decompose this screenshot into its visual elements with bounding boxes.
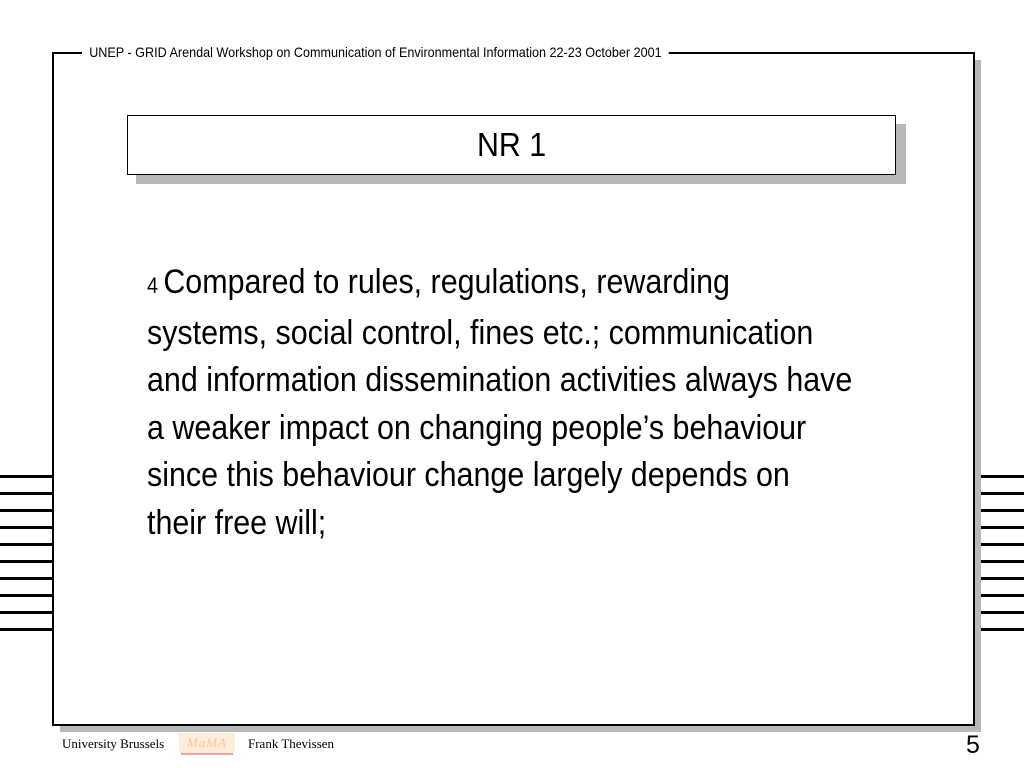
- body-line: a weaker impact on changing people’s behaviour: [147, 408, 807, 447]
- body-line: and information dissemination activities always have: [147, 361, 853, 400]
- slide-title: NR 1: [476, 126, 547, 163]
- body-line: their free will;: [147, 503, 327, 542]
- body-line: since this behaviour change largely depends on: [147, 456, 790, 495]
- page-number: 5: [966, 731, 980, 759]
- body-paragraph: [147, 259, 863, 548]
- title-box: [127, 115, 896, 175]
- body-line: systems, social control, fines etc.; communication: [147, 313, 814, 352]
- workshop-header: UNEP - GRID Arendal Workshop on Communication of Environmental Information 22-23 October 2001: [82, 44, 669, 60]
- mama-logo: [179, 733, 235, 753]
- logo-lettering: MaMA: [186, 735, 228, 750]
- logo-underline: [181, 753, 233, 755]
- footer-institution: University Brussels: [62, 736, 165, 751]
- body-line: 4 Compared to rules, regulations, rewarding: [147, 263, 730, 301]
- footer-author: Frank Thevissen: [248, 736, 335, 751]
- left-stripes-decoration: [0, 475, 52, 645]
- bullet-marker: 4: [147, 273, 158, 298]
